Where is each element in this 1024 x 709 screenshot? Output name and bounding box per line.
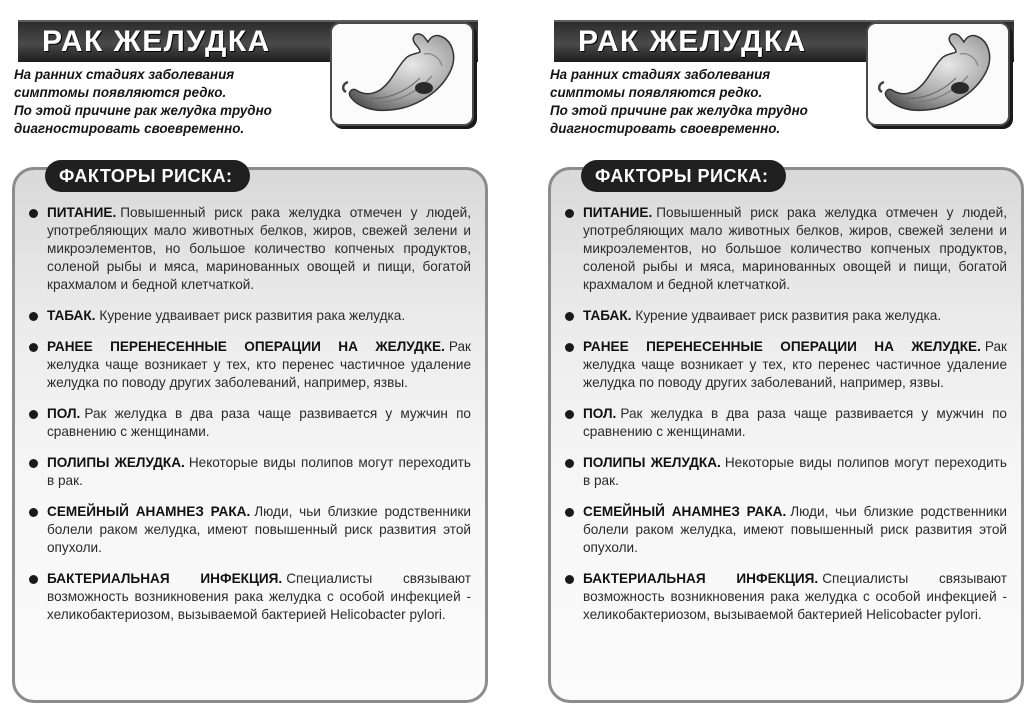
- risk-factor-item: [565, 503, 1007, 557]
- factor-description: Рак желудка в два раза чаще развивается у мужчин по сравнению с женщинами.: [47, 406, 471, 439]
- risk-factors-panel: [548, 167, 1024, 703]
- factor-description: Рак желудка чаще возникает у тех, кто перенес частичное удаление желудка по поводу других заболеваний, например, язвы.: [47, 339, 471, 390]
- risk-factor-item: [565, 570, 1007, 624]
- bullet-icon: [565, 410, 574, 419]
- factor-label: ПОЛ.: [583, 406, 617, 421]
- factor-label: ТАБАК.: [583, 308, 632, 323]
- risk-factor-list: [565, 204, 1007, 637]
- intro-line: По этой причине рак желудка трудно: [14, 103, 272, 118]
- factor-label: ПОЛ.: [47, 406, 81, 421]
- bullet-icon: [29, 410, 38, 419]
- bullet-icon: [29, 209, 38, 218]
- risk-factor-item: [565, 405, 1007, 441]
- bullet-icon: [565, 575, 574, 584]
- bullet-icon: [29, 312, 38, 321]
- intro-line: симптомы появляются редко.: [550, 85, 763, 100]
- factor-description: Специалисты связывают возможность возникновения рака желудка с особой инфекцией - хеликобактериозом, вызываемой бактерией Helicobacter pylori.: [47, 571, 471, 622]
- stomach-illustration-icon: [876, 30, 998, 116]
- bullet-icon: [565, 312, 574, 321]
- bullet-icon: [565, 209, 574, 218]
- risk-factor-item: [565, 204, 1007, 294]
- factor-label: РАНЕЕ ПЕРЕНЕСЕННЫЕ ОПЕРАЦИИ НА ЖЕЛУДКЕ.: [583, 339, 981, 354]
- factor-label: БАКТЕРИАЛЬНАЯ ИНФЕКЦИЯ.: [583, 571, 819, 586]
- bullet-icon: [565, 459, 574, 468]
- risk-factor-item: [29, 503, 471, 557]
- factor-label: РАНЕЕ ПЕРЕНЕСЕННЫЕ ОПЕРАЦИИ НА ЖЕЛУДКЕ.: [47, 339, 445, 354]
- risk-factors-header: ФАКТОРЫ РИСКА:: [45, 160, 250, 192]
- factor-description: Некоторые виды полипов могут переходить в рак.: [47, 455, 471, 488]
- risk-factor-item: [565, 338, 1007, 392]
- factor-label: БАКТЕРИАЛЬНАЯ ИНФЕКЦИЯ.: [47, 571, 283, 586]
- risk-factors-header: ФАКТОРЫ РИСКА:: [581, 160, 786, 192]
- intro-line: На ранних стадиях заболевания: [550, 67, 771, 82]
- risk-factor-item: [565, 307, 1007, 325]
- factor-description: Люди, чьи близкие родственники болели раком желудка, имеют повышенный риск развития этой опухоли.: [47, 504, 472, 555]
- bullet-icon: [29, 343, 38, 352]
- stomach-image-frame: [866, 22, 1010, 126]
- intro-line: По этой причине рак желудка трудно: [550, 103, 808, 118]
- factor-label: ПОЛИПЫ ЖЕЛУДКА.: [583, 455, 721, 470]
- risk-factor-item: [29, 454, 471, 490]
- risk-factor-item: [29, 307, 471, 325]
- factor-label: СЕМЕЙНЫЙ АНАМНЕЗ РАКА.: [583, 504, 787, 519]
- risk-factor-item: [29, 570, 471, 624]
- stomach-illustration-icon: [340, 30, 462, 116]
- risk-factors-panel: [12, 167, 488, 703]
- intro-text: [550, 66, 880, 138]
- factor-description: Специалисты связывают возможность возникновения рака желудка с особой инфекцией - хеликобактериозом, вызываемой бактерией Helicobacter pylori.: [583, 571, 1007, 622]
- factor-description: Рак желудка чаще возникает у тех, кто перенес частичное удаление желудка по поводу других заболеваний, например, язвы.: [583, 339, 1007, 390]
- factor-description: Курение удваивает риск развития рака желудка.: [99, 308, 406, 323]
- stomach-image-frame: [330, 22, 474, 126]
- risk-factor-item: [565, 454, 1007, 490]
- factor-description: Курение удваивает риск развития рака желудка.: [635, 308, 942, 323]
- bullet-icon: [565, 508, 574, 517]
- risk-factor-item: [29, 204, 471, 294]
- bullet-icon: [29, 575, 38, 584]
- factor-label: ПИТАНИЕ.: [47, 205, 117, 220]
- intro-line: диагностировать своевременно.: [550, 121, 781, 136]
- factor-description: Некоторые виды полипов могут переходить в рак.: [583, 455, 1007, 488]
- risk-factor-item: [29, 338, 471, 392]
- intro-text: [14, 66, 344, 138]
- factor-description: Повышенный риск рака желудка отмечен у людей, употребляющих мало животных белков, жиров, свежей зелени и микроэлементов, но большое количество копченых продуктов, соленой рыбы и мяса, маринованных овощей и пищи, богатой крахмалом и бедной клетчаткой.: [47, 205, 471, 292]
- bullet-icon: [29, 508, 38, 517]
- factor-label: ПОЛИПЫ ЖЕЛУДКА.: [47, 455, 185, 470]
- brochure-page-left: [4, 0, 504, 709]
- factor-description: Рак желудка в два раза чаще развивается у мужчин по сравнению с женщинами.: [583, 406, 1007, 439]
- bullet-icon: [565, 343, 574, 352]
- intro-line: На ранних стадиях заболевания: [14, 67, 235, 82]
- factor-label: ПИТАНИЕ.: [583, 205, 653, 220]
- brochure-page-right: [540, 0, 1024, 709]
- factor-label: ТАБАК.: [47, 308, 96, 323]
- bullet-icon: [29, 459, 38, 468]
- page-title: РАК ЖЕЛУДКА: [42, 25, 271, 58]
- factor-description: Люди, чьи близкие родственники болели раком желудка, имеют повышенный риск развития этой опухоли.: [583, 504, 1008, 555]
- factor-description: Повышенный риск рака желудка отмечен у людей, употребляющих мало животных белков, жиров, свежей зелени и микроэлементов, но большое количество копченых продуктов, соленой рыбы и мяса, маринованных овощей и пищи, богатой крахмалом и бедной клетчаткой.: [583, 205, 1007, 292]
- risk-factor-item: [29, 405, 471, 441]
- intro-line: диагностировать своевременно.: [14, 121, 245, 136]
- factor-label: СЕМЕЙНЫЙ АНАМНЕЗ РАКА.: [47, 504, 251, 519]
- risk-factor-list: [29, 204, 471, 637]
- intro-line: симптомы появляются редко.: [14, 85, 227, 100]
- page-title: РАК ЖЕЛУДКА: [578, 25, 807, 58]
